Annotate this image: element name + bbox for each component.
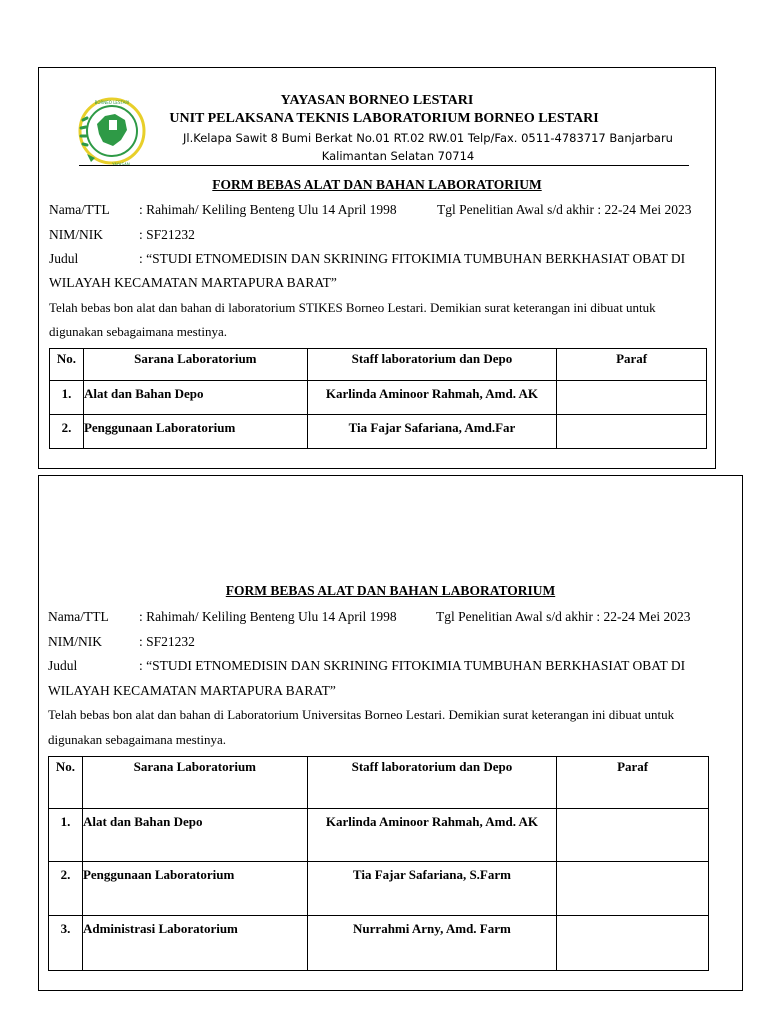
org-name: YAYASAN BORNEO LESTARI	[280, 93, 474, 108]
row-no: 3.	[49, 916, 83, 971]
paraf-signature-cell[interactable]	[557, 381, 707, 415]
row-sarana: Alat dan Bahan Depo	[83, 381, 307, 415]
col-staff: Staff laboratorium dan Depo	[307, 757, 557, 809]
row-sarana: Penggunaan Laboratorium	[82, 862, 307, 916]
nama-label: Nama/TTL	[48, 609, 109, 624]
table-row	[50, 381, 707, 415]
paraf-signature-cell[interactable]	[557, 809, 709, 862]
nim-value: : SF21232	[139, 634, 195, 649]
header-divider	[79, 165, 689, 166]
row-sarana: Alat dan Bahan Depo	[82, 809, 307, 862]
statement-line-1: Telah bebas bon alat dan bahan di laboratorium STIKES Borneo Lestari. Demikian surat keterangan ini dibuat untuk	[49, 300, 656, 315]
col-sarana: Sarana Laboratorium	[83, 349, 307, 381]
nim-value: : SF21232	[139, 227, 195, 242]
unit-name: UNIT PELAKSANA TEKNIS LABORATORIUM BORNEO LESTARI	[169, 111, 599, 126]
row-staff: Karlinda Aminoor Rahmah, Amd. AK	[307, 809, 557, 862]
statement-line-1: Telah bebas bon alat dan bahan di Laboratorium Universitas Borneo Lestari. Demikian surat keterangan ini dibuat untuk	[48, 707, 675, 722]
checklist-table	[48, 756, 709, 971]
col-sarana: Sarana Laboratorium	[82, 757, 307, 809]
row-sarana: Penggunaan Laboratorium	[83, 415, 307, 449]
judul-value-1: : “STUDI ETNOMEDISIN DAN SKRINING FITOKIMIA TUMBUHAN BERKHASIAT OBAT DI	[139, 658, 686, 673]
form-title: FORM BEBAS ALAT DAN BAHAN LABORATORIUM	[212, 177, 542, 192]
row-no: 1.	[49, 809, 83, 862]
form-2	[38, 475, 743, 991]
tgl-penelitian: Tgl Penelitian Awal s/d akhir : 22-24 Mei 2023	[436, 609, 691, 624]
svg-text:BORNEO LESTARI: BORNEO LESTARI	[94, 100, 130, 105]
address-line-2: Kalimantan Selatan 70714	[321, 149, 475, 163]
judul-label: Judul	[48, 658, 78, 673]
row-staff: Tia Fajar Safariana, Amd.Far	[307, 415, 557, 449]
row-staff: Tia Fajar Safariana, S.Farm	[307, 862, 557, 916]
checklist-table	[49, 348, 707, 449]
judul-value-1: : “STUDI ETNOMEDISIN DAN SKRINING FITOKIMIA TUMBUHAN BERKHASIAT OBAT DI	[139, 251, 686, 266]
col-paraf: Paraf	[557, 757, 709, 809]
nama-value: : Rahimah/ Keliling Benteng Ulu 14 April 1998	[139, 202, 397, 217]
judul-value-2: WILAYAH KECAMATAN MARTAPURA BARAT”	[48, 683, 336, 698]
nim-label: NIM/NIK	[49, 227, 103, 242]
row-staff: Nurrahmi Arny, Amd. Farm	[307, 916, 557, 971]
col-paraf: Paraf	[557, 349, 707, 381]
row-no: 2.	[50, 415, 84, 449]
table-row	[49, 862, 709, 916]
svg-text:YAYASAN: YAYASAN	[112, 162, 130, 167]
table-header-row	[49, 757, 709, 809]
address-line-1: Jl.Kelapa Sawit 8 Bumi Berkat No.01 RT.02 RW.01 Telp/Fax. 0511-4783717 Banjarbaru	[183, 131, 673, 145]
row-no: 1.	[50, 381, 84, 415]
paraf-signature-cell[interactable]	[557, 415, 707, 449]
table-row	[49, 809, 709, 862]
table-header-row	[50, 349, 707, 381]
row-no: 2.	[49, 862, 83, 916]
judul-value-2: WILAYAH KECAMATAN MARTAPURA BARAT”	[49, 275, 337, 290]
col-no: No.	[49, 757, 83, 809]
nim-label: NIM/NIK	[48, 634, 102, 649]
row-sarana: Administrasi Laboratorium	[82, 916, 307, 971]
judul-label: Judul	[49, 251, 79, 266]
tgl-penelitian: Tgl Penelitian Awal s/d akhir : 22-24 Mei 2023	[437, 202, 692, 217]
form-1	[38, 67, 716, 469]
table-row	[49, 916, 709, 971]
col-no: No.	[50, 349, 84, 381]
statement-line-2: digunakan sebagaimana mestinya.	[49, 324, 227, 339]
nama-label: Nama/TTL	[49, 202, 110, 217]
nama-value: : Rahimah/ Keliling Benteng Ulu 14 April 1998	[139, 609, 397, 624]
statement-line-2: digunakan sebagaimana mestinya.	[48, 732, 226, 747]
col-staff: Staff laboratorium dan Depo	[307, 349, 557, 381]
paraf-signature-cell[interactable]	[557, 916, 709, 971]
row-staff: Karlinda Aminoor Rahmah, Amd. AK	[307, 381, 557, 415]
table-row	[50, 415, 707, 449]
form-title: FORM BEBAS ALAT DAN BAHAN LABORATORIUM	[225, 583, 556, 598]
paraf-signature-cell[interactable]	[557, 862, 709, 916]
